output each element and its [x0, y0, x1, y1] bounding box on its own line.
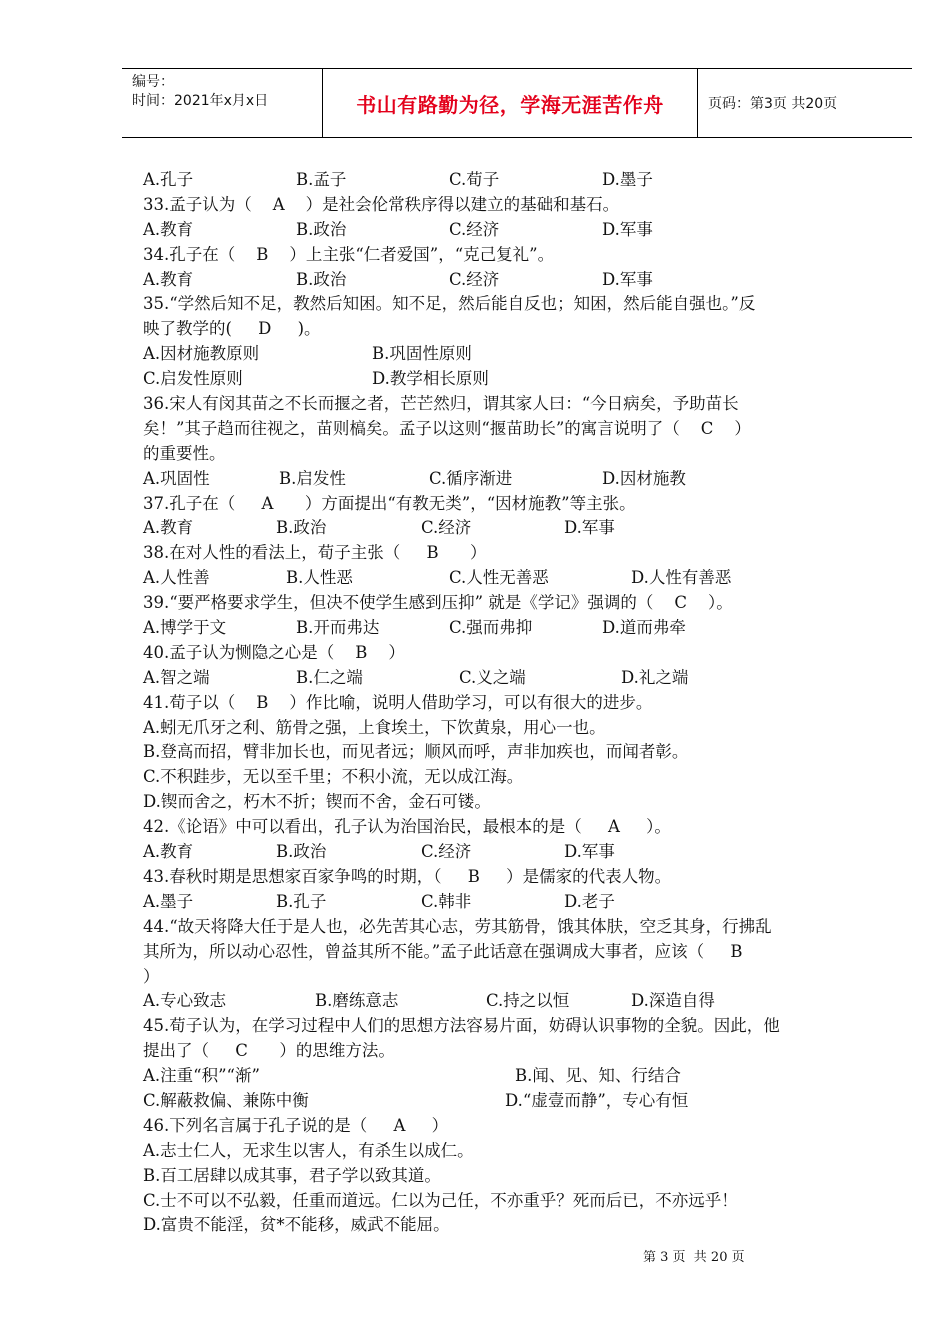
option: B.政治: [296, 219, 347, 239]
option-row: [143, 467, 888, 492]
option-row: [143, 367, 888, 392]
option: A.专心致志: [143, 991, 227, 1011]
option: A.人性善: [143, 568, 210, 588]
option: D.墨子: [602, 170, 653, 189]
option: B.政治: [276, 518, 327, 538]
text-line: 42.《论语》中可以看出，孔子认为治国治民，最根本的是（ A ）。: [143, 817, 671, 837]
page-footer: 第 3 页 共 20 页: [643, 1250, 745, 1265]
option: C.经济: [421, 842, 472, 862]
option-row: [143, 616, 888, 641]
option: A.教育: [143, 518, 194, 538]
option: A.注重“积”“渐”: [143, 1066, 260, 1086]
option: C.启发性原则: [143, 369, 243, 389]
option-row: [143, 840, 888, 865]
option: A.智之端: [143, 667, 210, 687]
option-row: [143, 1064, 888, 1089]
time-label: 时间：2021年x月x日: [132, 93, 269, 109]
option-row: [143, 1089, 888, 1114]
option: C.解蔽救偏、兼陈中衡: [143, 1090, 309, 1110]
option: D.军事: [564, 842, 615, 862]
text-line: 40.孟子认为恻隐之心是（ B ）: [143, 642, 405, 662]
text-line: 38.在对人性的看法上，荀子主张（ B ）: [143, 543, 487, 563]
option: D.教学相长原则: [372, 369, 489, 389]
text-line: 34.孔子在（ B ）上主张“仁者爱国”，“克己复礼”。: [143, 244, 555, 264]
option: C.荀子: [449, 170, 500, 189]
option: D.军事: [564, 518, 615, 538]
option: D.军事: [602, 219, 653, 239]
option: D.深造自得: [631, 991, 715, 1011]
text-line: 36.宋人有闵其苗之不长而揠之者，芒芒然归，谓其家人曰：“今日病矣，予助苗长: [143, 394, 739, 414]
option: A.教育: [143, 219, 194, 239]
number-label: 编号：: [132, 74, 174, 90]
option: B.仁之端: [296, 667, 363, 687]
option: A.因材施教原则: [143, 344, 260, 364]
text-line: C.不积跬步，无以至千里；不积小流，无以成江海。: [143, 767, 524, 787]
text-line: D.锲而舍之，朽木不折；锲而不舍，金石可镂。: [143, 792, 491, 812]
option: D.“虚壹而静”，专心有恒: [505, 1090, 689, 1110]
option: A.孔子: [143, 170, 194, 189]
option: B.孔子: [276, 891, 327, 911]
text-line: C.士不可以不弘毅，任重而道远。仁以为己任，不亦重乎？死而后已，不亦远乎！: [143, 1190, 738, 1210]
option: B.孟子: [296, 170, 347, 189]
text-line: 43.春秋时期是思想家百家争鸣的时期，（ B ）是儒家的代表人物。: [143, 866, 672, 886]
option: B.启发性: [279, 468, 346, 488]
option: C.韩非: [421, 891, 472, 911]
option: C.强而弗抑: [449, 618, 533, 638]
page-header: [122, 68, 912, 138]
question-list: [143, 168, 888, 1238]
option: C.义之端: [459, 667, 526, 687]
option: A.博学于文: [143, 618, 227, 638]
option-row: [143, 566, 888, 591]
option: C.经济: [449, 219, 500, 239]
option-row: [143, 268, 888, 293]
header-meta: [122, 69, 323, 137]
text-line: 45.荀子认为，在学习过程中人们的思想方法容易片面，妨碍认识事物的全貌。因此，他: [143, 1016, 780, 1036]
text-line: B.百工居肆以成其事，君子学以致其道。: [143, 1165, 441, 1185]
text-line: 的重要性。: [143, 443, 226, 463]
text-line: B.登高而招，臂非加长也，而见者远；顺风而呼，声非加疾也，而闻者彰。: [143, 742, 689, 762]
option: B.政治: [276, 842, 327, 862]
text-line: 33.孟子认为（ A ）是社会伦常秩序得以建立的基础和基石。: [143, 194, 620, 214]
option-row: [143, 890, 888, 915]
option: A.教育: [143, 842, 194, 862]
text-line: 其所为，所以动心忍性，曾益其所不能。”孟子此话意在强调成大事者，应该（ B: [143, 941, 743, 961]
text-line: 35.“学然后知不足，教然后知困。知不足，然后能自反也；知困，然后能自强也。”反: [143, 294, 756, 314]
option: B.政治: [296, 269, 347, 289]
text-line: 41.荀子以（ B ）作比喻，说明人借助学习，可以有很大的进步。: [143, 692, 653, 712]
option: B.巩固性原则: [372, 344, 472, 364]
option: B.开而弗达: [296, 618, 380, 638]
option: C.人性无善恶: [449, 568, 549, 588]
option: A.巩固性: [143, 468, 210, 488]
text-line: A.志士仁人，无求生以害人，有杀生以成仁。: [143, 1140, 474, 1160]
option: D.人性有善恶: [631, 568, 732, 588]
option-row: [143, 168, 888, 193]
option: A.墨子: [143, 891, 194, 911]
text-line: 提出了（ C ）的思维方法。: [143, 1041, 395, 1061]
text-line: 37.孔子在（ A ）方面提出“有教无类”，“因材施教”等主张。: [143, 493, 636, 513]
text-line: 矣！”其子趋而往视之，苗则槁矣。孟子以这则“揠苗助长”的寓言说明了（ C ）: [143, 418, 751, 438]
header-motto: 书山有路勤为径，学海无涯苦作舟: [323, 69, 698, 137]
text-line: D.富贵不能淫，贫*不能移，威武不能屈。: [143, 1215, 450, 1235]
option: C.经济: [449, 269, 500, 289]
option: B.磨练意志: [315, 991, 399, 1011]
text-line: 39.“要严格要求学生，但决不使学生感到压抑” 就是《学记》强调的（ C ）。: [143, 593, 733, 613]
text-line: ）: [143, 966, 160, 986]
option: B.人性恶: [286, 568, 353, 588]
option: A.教育: [143, 269, 194, 289]
header-page-number: 页码：第3页 共20页: [708, 96, 838, 112]
option-row: [143, 666, 888, 691]
text-line: A.蚓无爪牙之利、筋骨之强，上食埃土，下饮黄泉，用心一也。: [143, 717, 606, 737]
option: D.礼之端: [621, 667, 689, 687]
option: D.因材施教: [602, 468, 686, 488]
option: C.经济: [421, 518, 472, 538]
text-line: 44.“故天将降大任于是人也，必先苦其心志，劳其筋骨，饿其体肤，空乏其身，行拂乱: [143, 916, 772, 936]
option-row: [143, 989, 888, 1014]
text-line: 46.下列名言属于孔子说的是（ A ）: [143, 1115, 449, 1135]
option-row: [143, 342, 888, 367]
option-row: [143, 218, 888, 243]
option: D.军事: [602, 269, 653, 289]
option: C.持之以恒: [486, 991, 570, 1011]
option: D.老子: [564, 891, 615, 911]
option: C.循序渐进: [429, 468, 513, 488]
option-row: [143, 516, 888, 541]
option: B.闻、见、知、行结合: [515, 1066, 681, 1086]
text-line: 映了教学的( D )。: [143, 319, 321, 339]
option: D.道而弗牵: [602, 618, 686, 638]
